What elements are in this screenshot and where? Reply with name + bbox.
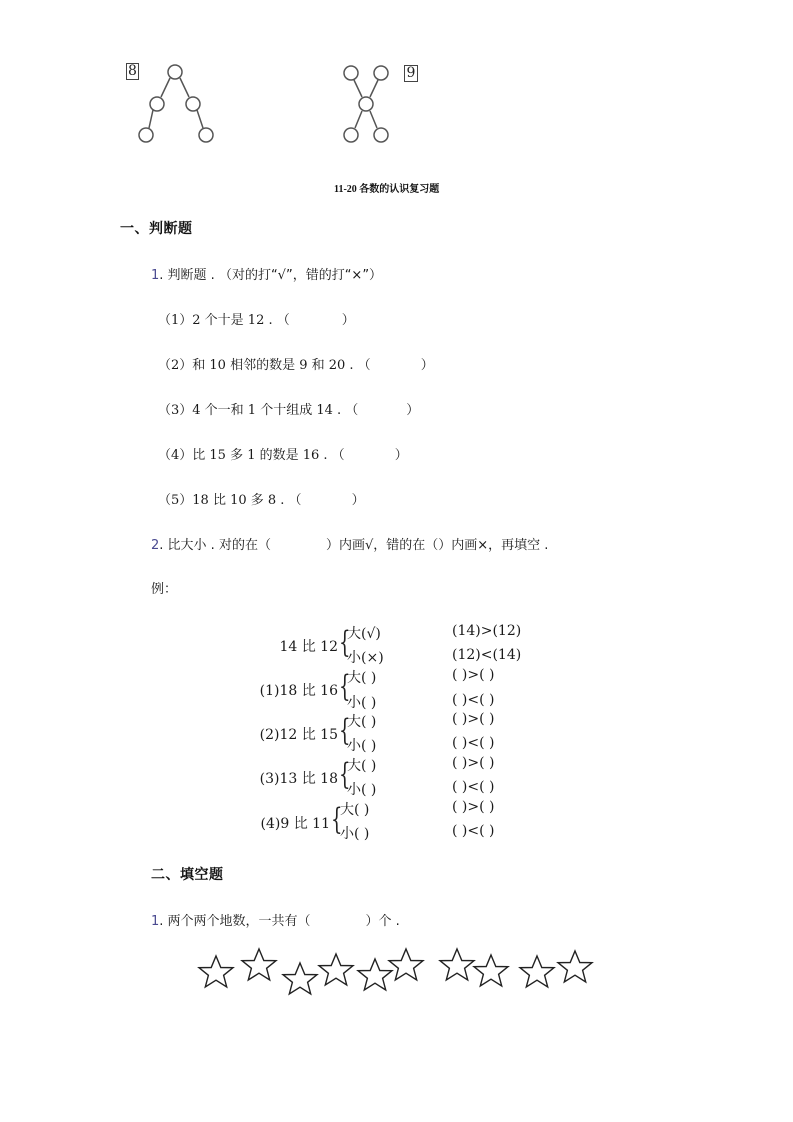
comparison-prefix: 14 比 12 xyxy=(279,639,338,655)
comparison-smaller[interactable]: 小( ) xyxy=(347,782,377,798)
star-icon xyxy=(358,959,392,990)
comparison-bigger[interactable]: 大(√) xyxy=(347,626,381,642)
comparison-bigger[interactable]: 大( ) xyxy=(347,670,377,686)
comparison-greater-than[interactable]: ( )>( ) xyxy=(452,799,495,815)
brace-icon: { xyxy=(331,802,343,837)
star-icon xyxy=(520,956,554,987)
question-text-b: ）个 . xyxy=(365,914,400,929)
question-text-b: ）内画√，错的在（）内画×，再填空 . xyxy=(325,538,549,553)
comparison-greater-than[interactable]: ( )>( ) xyxy=(452,755,495,771)
comparison-bigger[interactable]: 大( ) xyxy=(340,802,370,818)
comparison-smaller[interactable]: 小( ) xyxy=(347,738,377,754)
item-text: （5）18 比 10 多 8 . （ xyxy=(158,493,302,508)
diagram-number-box: 9 xyxy=(404,65,418,82)
item-text: （1）2 个十是 12 . （ xyxy=(158,313,290,328)
close-paren: ） xyxy=(420,358,434,373)
comparison-bigger[interactable]: 大( ) xyxy=(347,758,377,774)
question-number: 1 xyxy=(151,914,160,929)
section-heading-fill-blank: 二、填空题 xyxy=(151,867,224,883)
brace-icon: { xyxy=(339,669,351,704)
brace-icon: { xyxy=(339,713,351,748)
comparison-smaller[interactable]: 小(×) xyxy=(347,650,384,666)
comparison-prefix: (2)12 比 15 xyxy=(259,727,338,743)
question-text: . 判断题 . （对的打“√”，错的打“×”） xyxy=(159,268,383,283)
comparison-prefix: (1)18 比 16 xyxy=(259,683,338,699)
comparison-smaller[interactable]: 小( ) xyxy=(340,826,370,842)
question-text-a: . 比大小 . 对的在（ xyxy=(159,538,271,553)
brace-icon: { xyxy=(339,625,351,660)
item-text: （4）比 15 多 1 的数是 16 . （ xyxy=(158,448,345,463)
comparison-less-than[interactable]: ( )<( ) xyxy=(452,823,495,839)
comparison-greater-than[interactable]: (14)>(12) xyxy=(452,623,522,639)
comparison-greater-than[interactable]: ( )>( ) xyxy=(452,711,495,727)
star-icon xyxy=(440,949,474,980)
item-text: （3）4 个一和 1 个十组成 14 . （ xyxy=(158,403,359,418)
star-icon xyxy=(389,949,423,980)
comparison-bigger[interactable]: 大( ) xyxy=(347,714,377,730)
star-icon xyxy=(283,963,317,994)
question-text-a: . 两个两个地数，一共有（ xyxy=(159,914,311,929)
comparison-less-than[interactable]: (12)<(14) xyxy=(452,647,522,663)
close-paren: ） xyxy=(406,403,420,418)
document-title: 11-20 各数的认识复习题 xyxy=(334,184,440,195)
star-icon xyxy=(319,954,353,985)
diagram-number-box: 8 xyxy=(126,63,139,80)
close-paren: ） xyxy=(351,493,365,508)
star-icon xyxy=(474,955,508,986)
comparison-smaller[interactable]: 小( ) xyxy=(347,695,377,711)
star-icon xyxy=(242,949,276,980)
comparison-less-than[interactable]: ( )<( ) xyxy=(452,735,495,751)
close-paren: ） xyxy=(341,313,355,328)
close-paren: ） xyxy=(394,448,408,463)
comparison-prefix: (4)9 比 11 xyxy=(260,816,330,832)
example-label: 例： xyxy=(151,582,178,597)
star-icon xyxy=(558,951,592,982)
brace-icon: { xyxy=(339,757,351,792)
section-heading-judgement: 一、判断题 xyxy=(120,221,193,237)
star-icon xyxy=(199,956,233,987)
question-number: 2 xyxy=(151,538,160,553)
comparison-less-than[interactable]: ( )<( ) xyxy=(452,779,495,795)
comparison-less-than[interactable]: ( )<( ) xyxy=(452,692,495,708)
item-text: （2）和 10 相邻的数是 9 和 20 . （ xyxy=(158,358,371,373)
comparison-prefix: (3)13 比 18 xyxy=(259,771,338,787)
comparison-greater-than[interactable]: ( )>( ) xyxy=(452,667,495,683)
question-number: 1 xyxy=(151,268,160,283)
